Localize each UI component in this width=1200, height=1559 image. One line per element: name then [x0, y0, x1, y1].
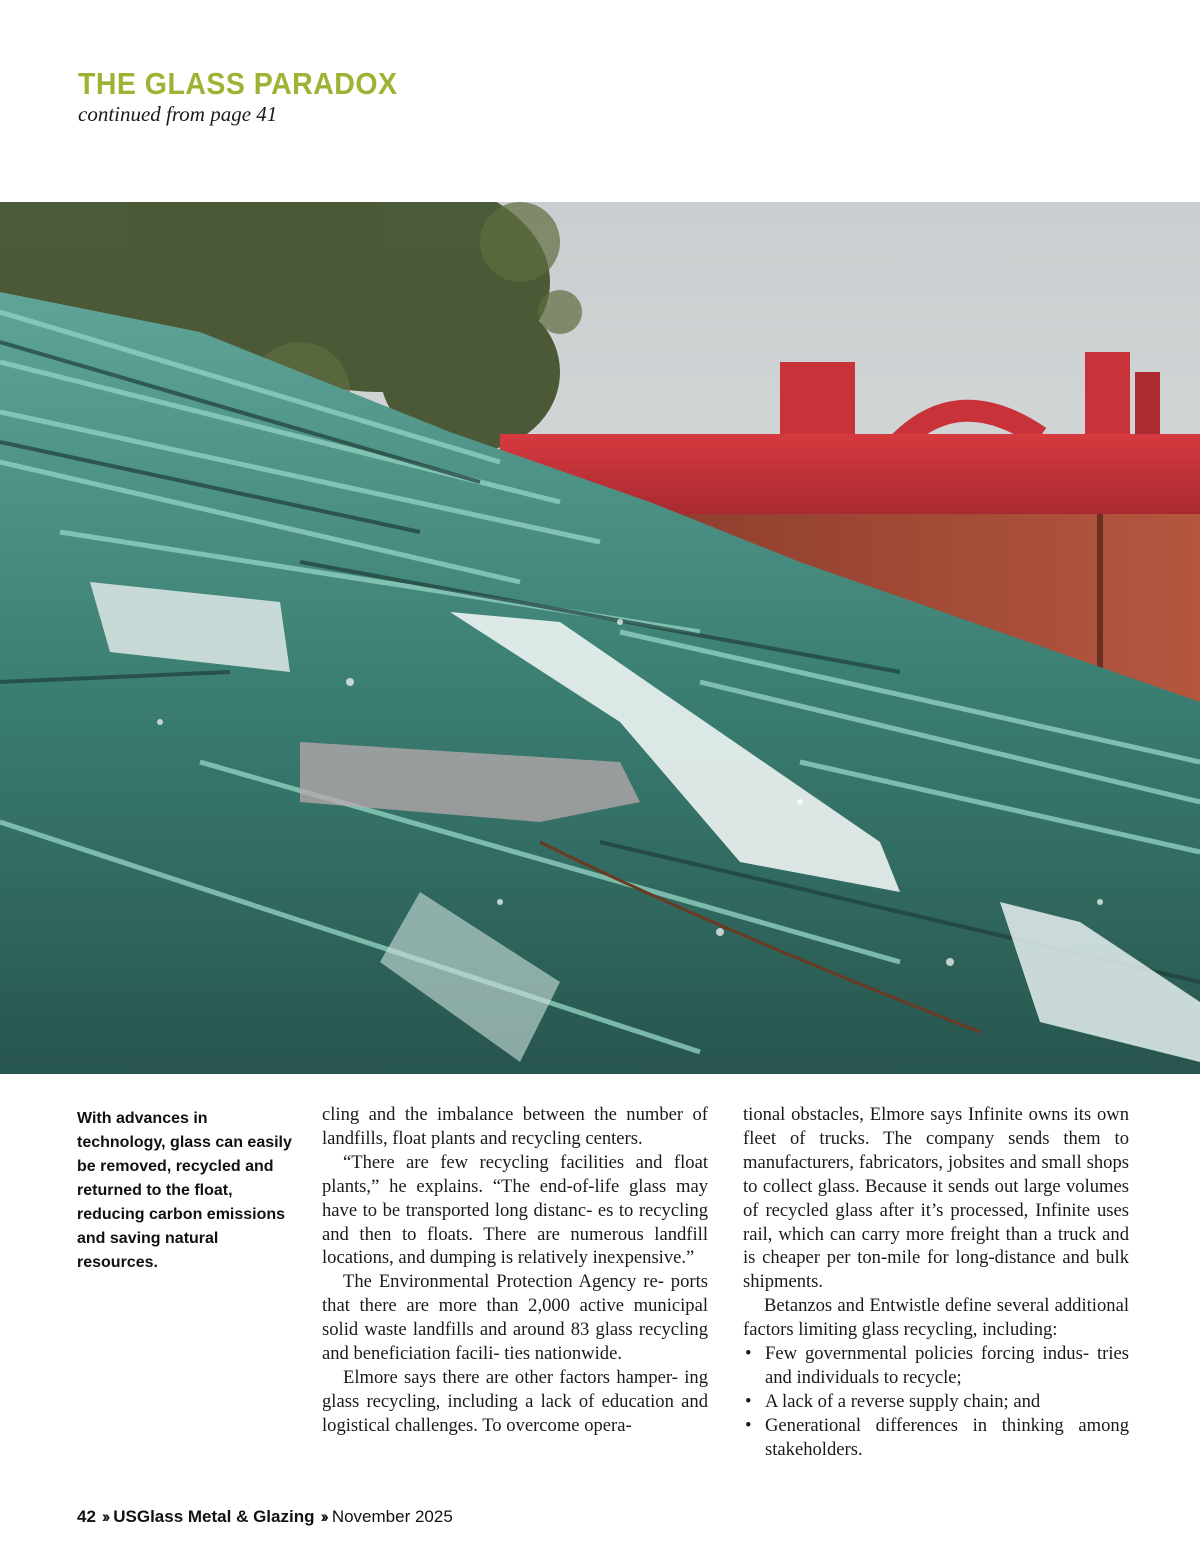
bullet-text: A lack of a reverse supply chain; and: [765, 1390, 1041, 1412]
article-header: [78, 66, 425, 126]
publication-name: USGlass Metal & Glazing: [113, 1507, 315, 1526]
photo-caption: With advances in technology, glass can easily be removed, recycled and returned to the float, reducing carbon emissions and saving natural resources.: [77, 1110, 292, 1271]
bullet-item: [743, 1414, 1129, 1462]
paragraph: The Environmental Protection Agency re- ports that there are more than 2,000 active municipal solid waste landfills and around 83 glass recycling and beneficiation facili- ties nationwide.: [322, 1271, 708, 1365]
footer-separator: ››: [101, 1507, 108, 1526]
paragraph: cling and the imbalance between the number of landfills, float plants and recycling centers.: [322, 1104, 708, 1149]
footer-separator: ››: [320, 1507, 326, 1526]
article-column-2: [743, 1103, 1129, 1462]
bullet-icon: •: [745, 1343, 752, 1365]
bullet-text: Generational differences in thinking among stakeholders.: [765, 1414, 1129, 1460]
continued-from-note: continued from page 41: [78, 102, 278, 126]
broken-glass-photo: [0, 202, 1200, 1074]
bullet-item: [743, 1390, 1129, 1414]
paragraph: “There are few recycling facilities and float plants,” he explains. “The end-of-life glass may have to be transported long distanc- es to recycling and then to floats. There are numerous landfill locations, and dumping is relatively inexpensive.”: [322, 1151, 708, 1269]
paragraph: Betanzos and Entwistle define several additional factors limiting glass recycling, including:: [743, 1295, 1129, 1341]
bullet-list: [743, 1342, 1129, 1462]
bullet-icon: •: [745, 1414, 752, 1436]
photo-illustration: [0, 202, 1200, 1074]
article-column-1: [322, 1103, 708, 1438]
issue-date: November 2025: [331, 1507, 453, 1526]
article-kicker: THE GLASS PARADOX: [78, 66, 398, 101]
bullet-item: [743, 1342, 1129, 1390]
bullet-text: Few governmental policies forcing indus- tries and individuals to recycle;: [765, 1343, 1129, 1388]
page-footer: [77, 1506, 453, 1528]
bullet-icon: •: [745, 1390, 752, 1412]
paragraph: Elmore says there are other factors hamper- ing glass recycling, including a lack of education and logistical challenges. To overcome opera-: [322, 1366, 708, 1436]
page-number: 42: [77, 1507, 96, 1526]
paragraph: tional obstacles, Elmore says Infinite owns its own fleet of trucks. The company sends them to manufacturers, fabricators, jobsites and small shops to collect glass. Because it sends out large volumes of recycled glass after it’s processed, Infinite uses rail, which can carry more freight than a truck and is cheaper per ton-mile for long-distance and bulk shipments.: [743, 1104, 1129, 1293]
